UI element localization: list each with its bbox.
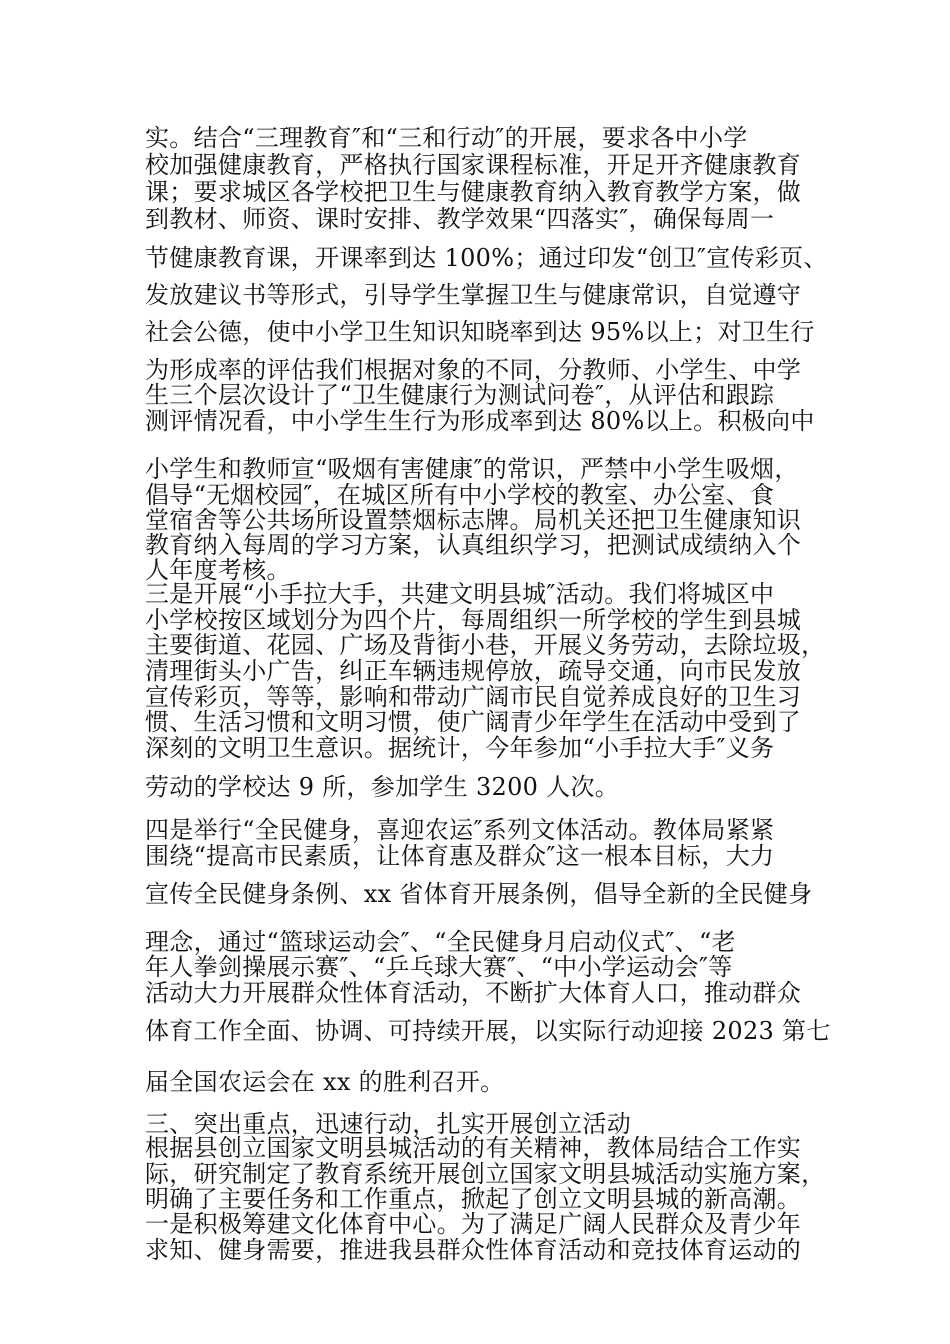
text-line: 校加强健康教育，严格执行国家课程标准，开足开齐健康教育 — [145, 151, 802, 179]
text-line: 届全国农运会在 xx 的胜利召开。 — [145, 1068, 505, 1096]
text-line: 生三个层次设计了“卫生健康行为测试问卷″，从评估和跟踪 — [145, 381, 775, 409]
text-line: 惯、生活习惯和文明习惯，使广阔青少年学生在活动中受到了 — [145, 708, 802, 736]
text-line: 活动大力开展群众性体育活动，不断扩大体育人口，推动群众 — [145, 979, 802, 1007]
text-line: 体育工作全面、协调、可持续开展，以实际行动迎接 2023 第七 — [145, 1017, 831, 1045]
text-line: 一是积极筹建文化体育中心。为了满足广阔人民群众及青少年 — [145, 1210, 802, 1238]
text-line: 围绕“提高市民素质，让体育惠及群众″这一根本目标，大力 — [145, 842, 775, 870]
text-line: 实。结合“三理教育″和“三和行动″的开展，要求各中小学 — [145, 124, 748, 152]
text-line: 社会公德，使中小学卫生知识知晓率到达 95%以上；对卫生行 — [145, 318, 815, 346]
text-line: 到教材、师资、课时安排、教学效果“四落实″，确保每周一 — [145, 205, 775, 233]
text-line: 小学生和教师宣“吸烟有害健康″的常识，严禁中小学生吸烟， — [145, 455, 799, 483]
text-line: 人年度考核。 — [145, 556, 291, 584]
text-line: 堂宿舍等公共场所设置禁烟标志牌。局机关还把卫生健康知识 — [145, 506, 802, 534]
text-line: 主要街道、花园、广场及背街小巷，开展义务劳动，去除垃圾， — [145, 631, 826, 659]
text-line: 小学校按区域划分为四个片，每周组织一所学校的学生到县城 — [145, 606, 802, 634]
text-line: 劳动的学校达 9 所，参加学生 3200 人次。 — [145, 773, 620, 801]
text-line: 求知、健身需要，推进我县群众性体育活动和竞技体育运动的 — [145, 1236, 802, 1264]
text-line: 理念，通过“篮球运动会″、“全民健身月启动仪式″、“老 — [145, 928, 736, 956]
text-line: 三是开展“小手拉大手，共建文明县城″活动。我们将城区中 — [145, 580, 775, 608]
text-line: 节健康教育课，开课率到达 100%；通过印发“创卫″宣传彩页、 — [145, 244, 828, 272]
text-line: 深刻的文明卫生意识。据统计，今年参加“小手拉大手″义务 — [145, 734, 775, 762]
text-line: 清理街头小广告，纠正车辆违规停放，疏导交通，向市民发放 — [145, 657, 802, 685]
text-line: 倡导“无烟校园″，在城区所有中小学校的教室、办公室、食 — [145, 481, 775, 509]
text-line: 年人拳剑操展示赛″、“乒乓球大赛″、“中小学运动会″等 — [145, 953, 733, 981]
text-line: 明确了主要任务和工作重点，掀起了创立文明县城的新高潮。 — [145, 1185, 802, 1213]
text-line: 为形成率的评估我们根据对象的不同，分教师、小学生、中学 — [145, 356, 802, 384]
text-line: 宣传彩页，等等，影响和带动广阔市民自觉养成良好的卫生习 — [145, 683, 802, 711]
text-line: 宣传全民健身条例、xx 省体育开展条例，倡导全新的全民健身 — [145, 880, 813, 908]
text-line: 四是举行“全民健身，喜迎农运″系列文体活动。教体局紧紧 — [145, 816, 775, 844]
text-line: 测评情况看，中小学生生行为形成率到达 80%以上。积极向中 — [145, 407, 815, 435]
section-heading: 三、突出重点，迅速行动，扎实开展创立活动 — [145, 1110, 631, 1138]
text-line: 课；要求城区各学校把卫生与健康教育纳入教育教学方案，做 — [145, 178, 802, 206]
text-line: 际，研究制定了教育系统开展创立国家文明县城活动实施方案， — [145, 1160, 826, 1188]
text-line: 根据县创立国家文明县城活动的有关精神，教体局结合工作实 — [145, 1134, 802, 1162]
text-line: 发放建议书等形式，引导学生掌握卫生与健康常识，自觉遵守 — [145, 281, 802, 309]
text-line: 教育纳入每周的学习方案，认真组织学习，把测试成绩纳入个 — [145, 531, 802, 559]
